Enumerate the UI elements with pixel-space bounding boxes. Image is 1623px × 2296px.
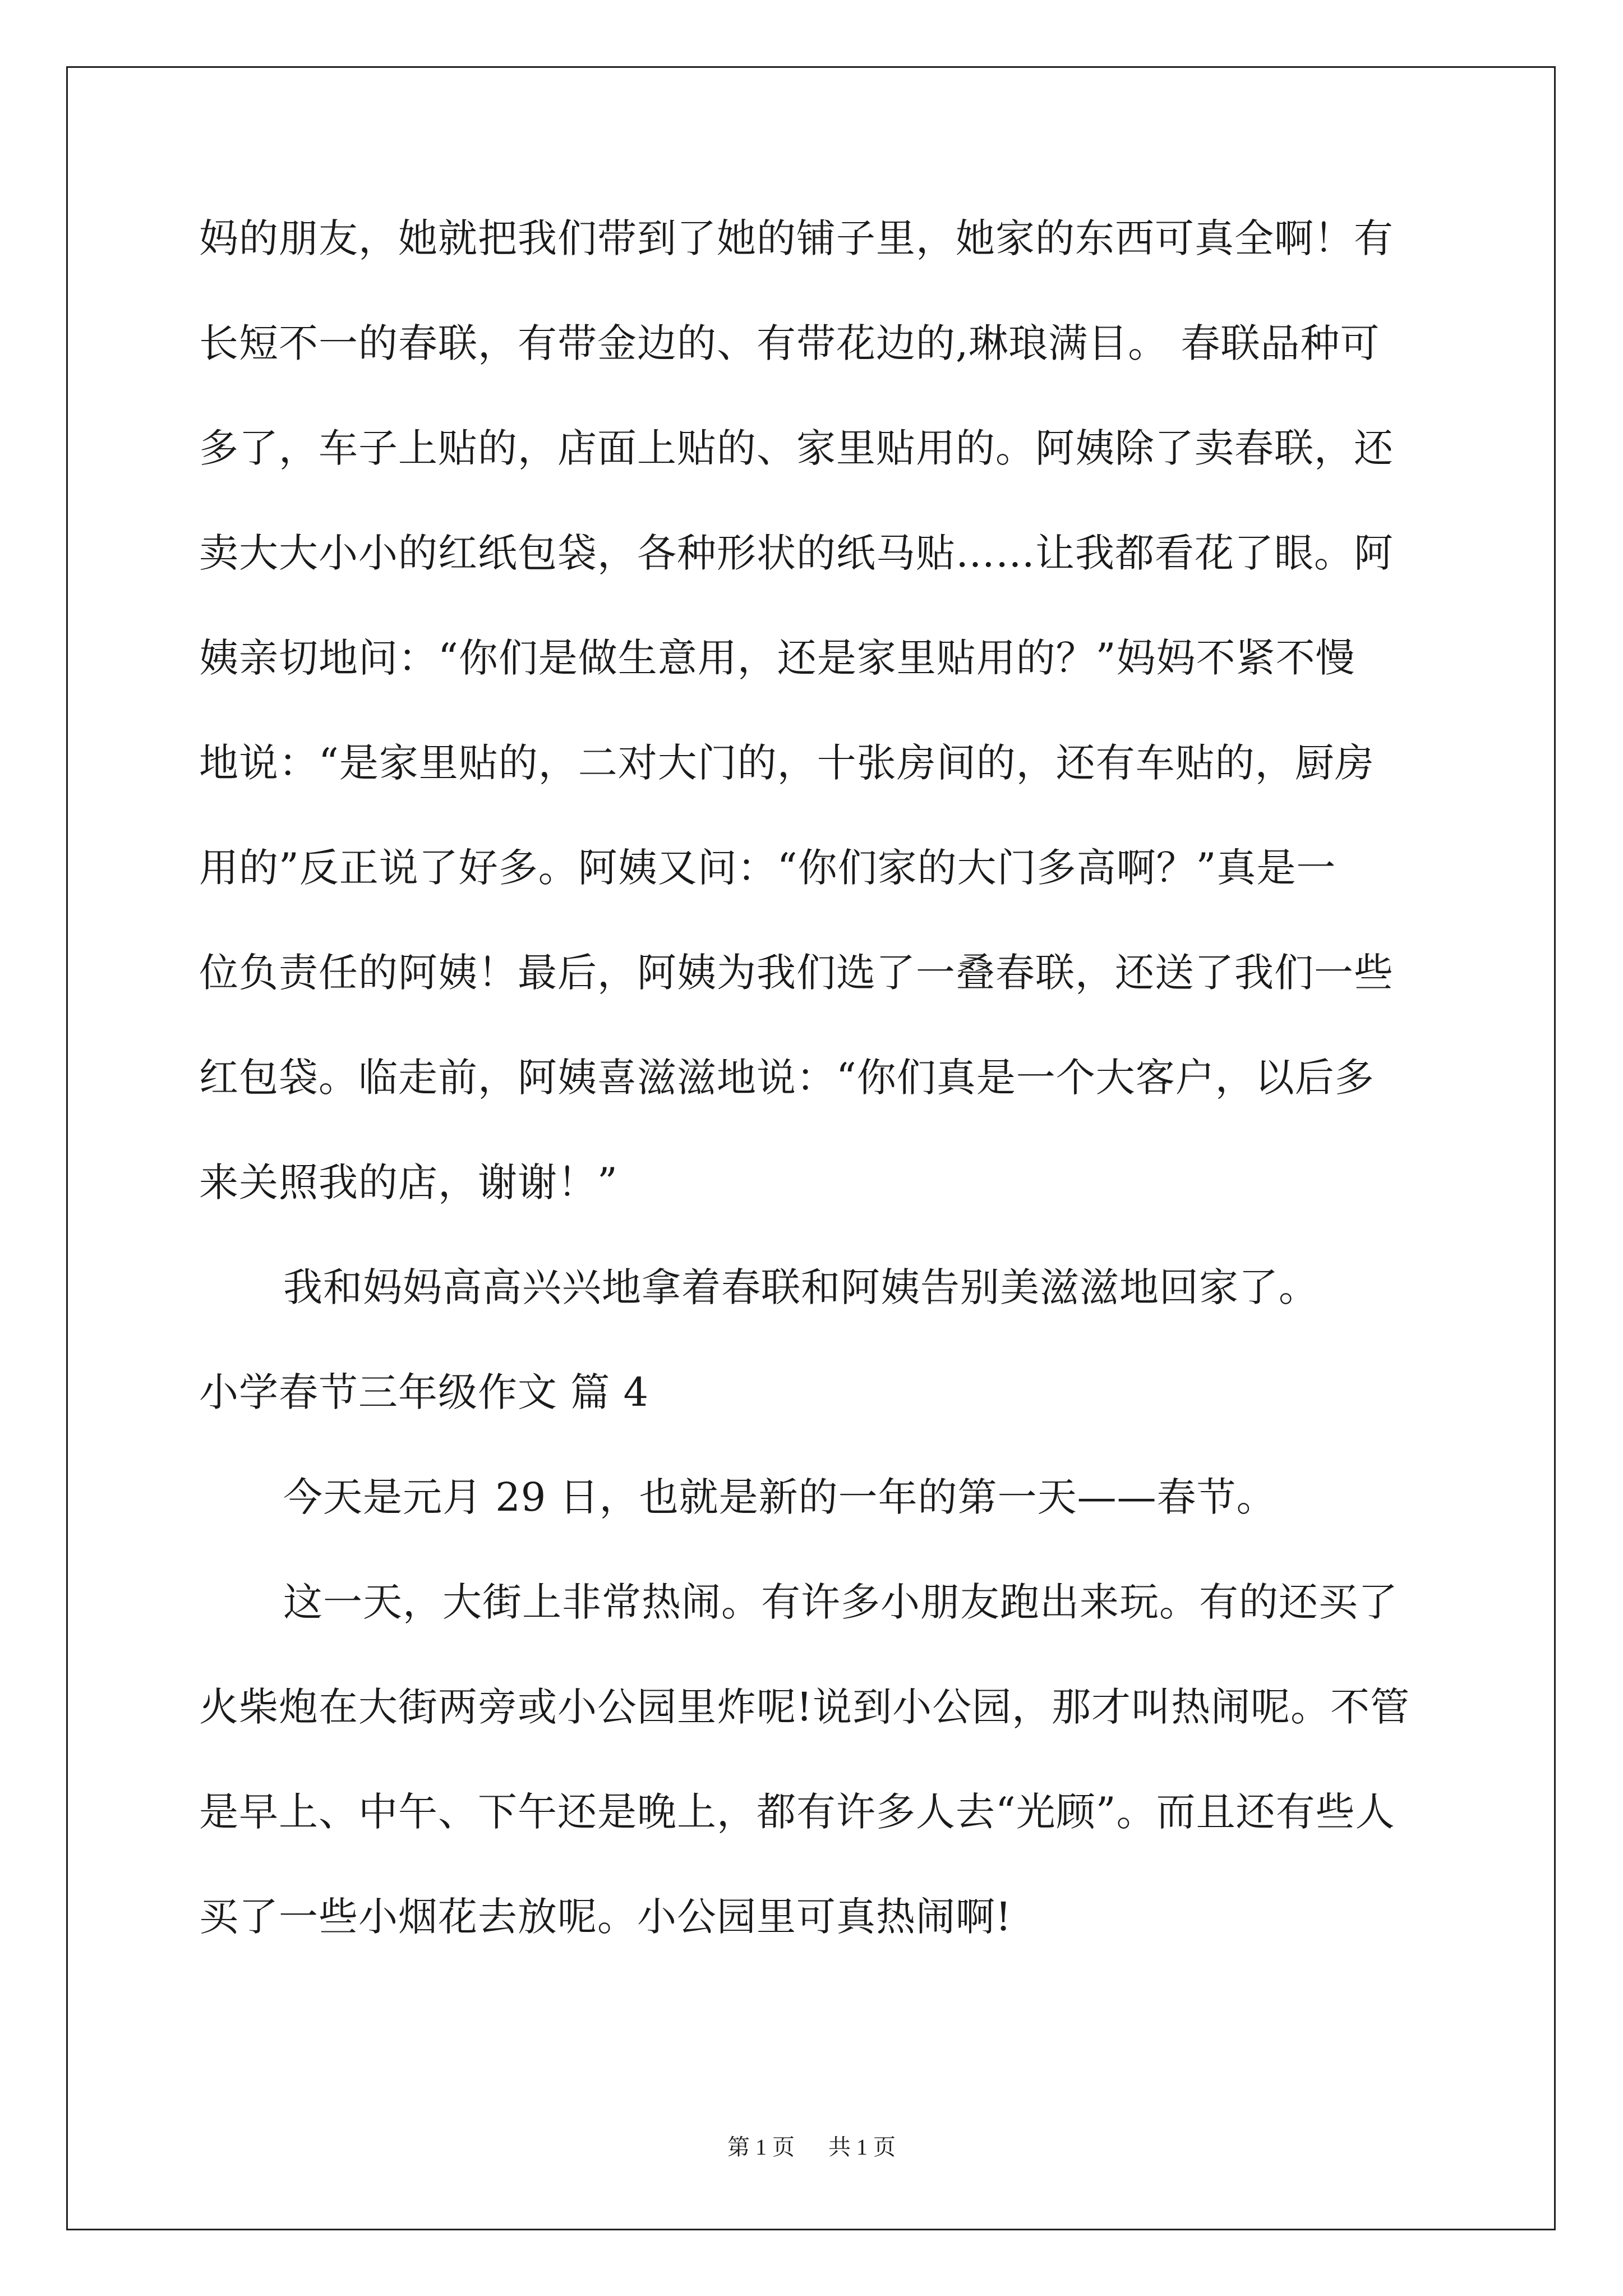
page-number: 第 1 页 [727,2134,795,2160]
text-line-8: 位负责任的阿姨！最后，阿姨为我们选了一叠春联，还送了我们一些 [199,950,1394,996]
paragraph-line-14: 这一天，大街上非常热闹。有许多小朋友跑出来玩。有的还买了 [283,1579,1398,1625]
text-line-5: 姨亲切地问：“你们是做生意用，还是家里贴用的？”妈妈不紧不慢 [199,635,1355,681]
text-line-7: 用的”反正说了好多。阿姨又问：“你们家的大门多高啊？”真是一 [199,845,1336,891]
text-line-6: 地说：“是家里贴的，二对大门的，十张房间的，还有车贴的，厨房 [199,740,1375,786]
section-heading: 小学春节三年级作文 篇 4 [199,1369,649,1415]
text-line-17: 买了一些小烟花去放呢。小公园里可真热闹啊! [199,1894,1012,1940]
text-line-16: 是早上、中午、下午还是晚上，都有许多人去“光顾”。而且还有些人 [199,1789,1395,1835]
page-footer [0,2136,1623,2159]
text-line-2: 长短不一的春联，有带金边的、有带花边的,琳琅满目。 春联品种可 [199,320,1380,366]
page-total: 共 1 页 [828,2134,896,2160]
text-line-9: 红包袋。临走前，阿姨喜滋滋地说：“你们真是一个大客户，以后多 [199,1055,1375,1101]
text-line-15: 火柴炮在大街两旁或小公园里炸呢!说到小公园，那才叫热闹呢。不管 [199,1684,1410,1730]
paragraph-line-11: 我和妈妈高高兴兴地拿着春联和阿姨告别美滋滋地回家了。 [283,1264,1318,1310]
text-line-10: 来关照我的店，谢谢！” [199,1159,618,1205]
text-line-4: 卖大大小小的红纸包袋，各种形状的纸马贴……让我都看花了眼。阿 [199,530,1394,576]
text-line-3: 多了，车子上贴的，店面上贴的、家里贴用的。阿姨除了卖春联，还 [199,425,1394,471]
document-body [199,215,1433,2002]
paragraph-line-13: 今天是元月 29 日，也就是新的一年的第一天——春节。 [283,1474,1276,1520]
text-line-1: 妈的朋友，她就把我们带到了她的铺子里，她家的东西可真全啊！有 [199,215,1394,261]
